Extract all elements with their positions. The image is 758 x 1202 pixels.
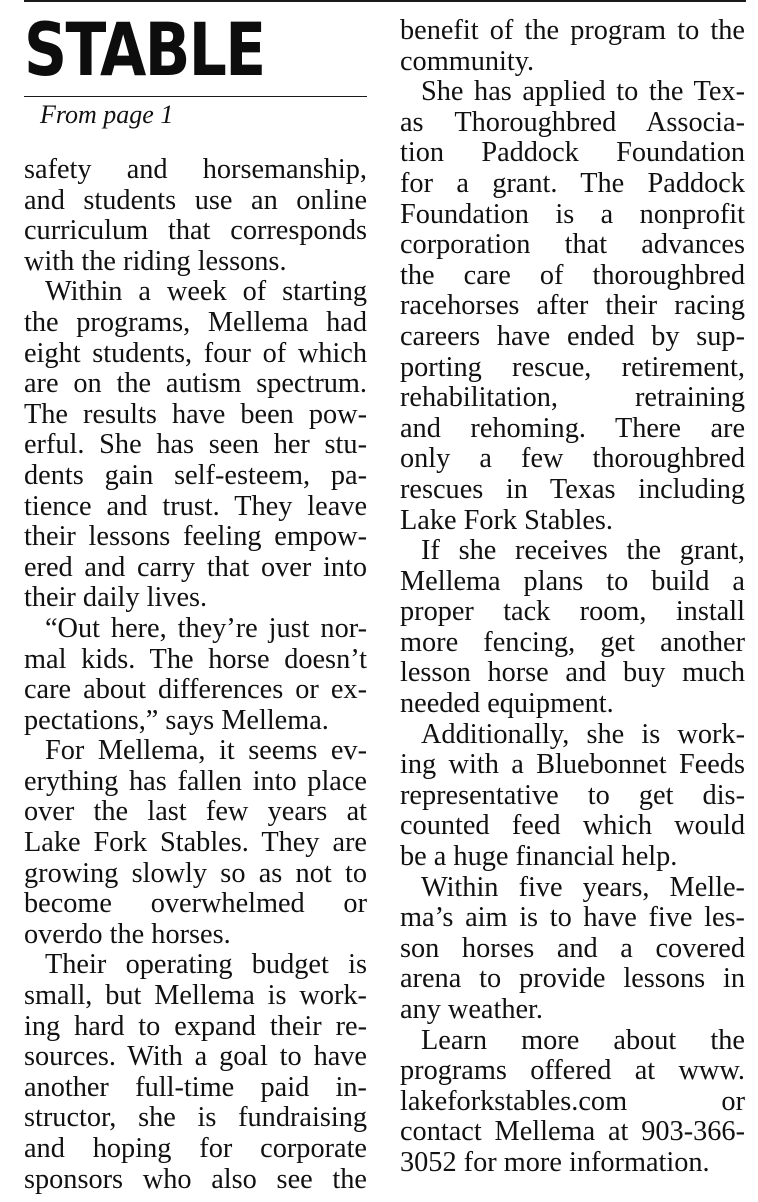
text-line: If she receives the grant, <box>421 536 745 567</box>
text-line: needed equipment. <box>400 689 614 720</box>
text-line: sponsors who also see the <box>24 1164 367 1195</box>
text-line: proper tack room, install <box>400 597 745 628</box>
text-line: another full-time paid in- <box>24 1072 367 1103</box>
text-line: are on the autism spectrum. <box>24 369 367 400</box>
jump-line: From page 1 <box>40 100 174 129</box>
text-line: mal kids. The horse doesn’t <box>24 644 367 675</box>
text-line: community. <box>400 46 535 77</box>
text-line: tion Paddock Foundation <box>400 138 745 169</box>
text-line: erful. She has seen her stu- <box>24 430 367 461</box>
headline-rule <box>24 96 367 97</box>
text-line: only a few thoroughbred <box>400 444 745 475</box>
text-line: corporation that advances <box>400 230 745 261</box>
text-line: lakeforkstables.com or <box>400 1086 745 1117</box>
text-line: the programs, Mellema had <box>24 307 367 338</box>
headline: STABLE <box>24 8 265 93</box>
text-line: care about differences or ex- <box>24 675 367 706</box>
text-line: racehorses after their racing <box>400 291 745 322</box>
text-line: benefit of the program to the <box>400 16 745 46</box>
left-column <box>24 155 367 1195</box>
text-line: representative to get dis- <box>400 780 745 811</box>
text-line: Lake Fork Stables. <box>400 505 613 536</box>
text-line: rehabilitation, retraining <box>400 383 745 414</box>
text-line: and rehoming. There are <box>400 413 745 444</box>
text-line: The results have been pow- <box>24 399 367 430</box>
text-line: ing hard to expand their re- <box>24 1011 367 1042</box>
text-line: Their operating budget is <box>45 950 367 981</box>
text-line: lesson horse and buy much <box>400 658 745 689</box>
text-line: over the last few years at <box>24 797 367 828</box>
text-line: Within five years, Melle- <box>421 872 745 903</box>
text-line: Lake Fork Stables. They are <box>24 828 367 859</box>
top-rule <box>24 0 746 2</box>
text-line: the care of thoroughbred <box>400 260 745 291</box>
text-line: ma’s aim is to have five les- <box>400 903 745 934</box>
text-line: careers have ended by sup- <box>400 321 745 352</box>
text-line: sources. With a goal to have <box>24 1042 367 1073</box>
text-line: porting rescue, retirement, <box>400 352 745 383</box>
text-line: small, but Mellema is work- <box>24 981 367 1012</box>
text-line: as Thoroughbred Associa- <box>400 107 745 138</box>
text-line: ing with a Bluebonnet Feeds <box>400 750 745 781</box>
text-line: “Out here, they’re just nor- <box>45 613 367 644</box>
text-line: Within a week of starting <box>45 277 367 308</box>
text-line: be a huge financial help. <box>400 842 678 873</box>
text-line: counted feed which would <box>400 811 745 842</box>
text-line: and hoping for corporate <box>24 1134 367 1164</box>
text-line: with the riding lessons. <box>24 246 287 277</box>
text-line: their daily lives. <box>24 583 208 614</box>
text-line: 3052 for more information. <box>400 1147 710 1178</box>
text-line: programs offered at www. <box>400 1056 745 1087</box>
text-line: dents gain self-esteem, pa- <box>24 460 367 491</box>
text-line: and students use an online <box>24 185 367 216</box>
text-line: Learn more about the <box>421 1025 745 1056</box>
text-line: Additionally, she is work- <box>421 719 745 750</box>
text-line: erything has fallen into place <box>24 766 367 797</box>
text-line: For Mellema, it seems ev- <box>45 736 367 767</box>
text-line: son horses and a covered <box>400 933 745 964</box>
text-line: tience and trust. They leave <box>24 491 367 522</box>
text-line: growing slowly so as not to <box>24 858 367 889</box>
text-line: their lessons feeling empow- <box>24 522 367 553</box>
text-line: Mellema plans to build a <box>400 566 745 597</box>
text-line: for a grant. The Paddock <box>400 168 745 199</box>
text-line: ered and carry that over into <box>24 552 367 583</box>
text-line: more fencing, get another <box>400 627 745 658</box>
text-line: eight students, four of which <box>24 338 367 369</box>
text-line: Foundation is a nonprofit <box>400 199 745 230</box>
text-line: She has applied to the Tex- <box>421 77 745 108</box>
text-line: any weather. <box>400 995 543 1025</box>
text-line: rescues in Texas including <box>400 474 745 505</box>
text-line: contact Mellema at 903-366- <box>400 1117 745 1148</box>
text-line: become overwhelmed or <box>24 889 367 920</box>
text-line: safety and horsemanship, <box>24 155 367 185</box>
text-line: arena to provide lessons in <box>400 964 745 995</box>
right-column <box>400 16 745 1179</box>
text-line: overdo the horses. <box>24 919 231 950</box>
text-line: structor, she is fundraising <box>24 1103 367 1134</box>
text-line: pectations,” says Mellema. <box>24 705 329 736</box>
text-line: curriculum that corresponds <box>24 216 367 247</box>
